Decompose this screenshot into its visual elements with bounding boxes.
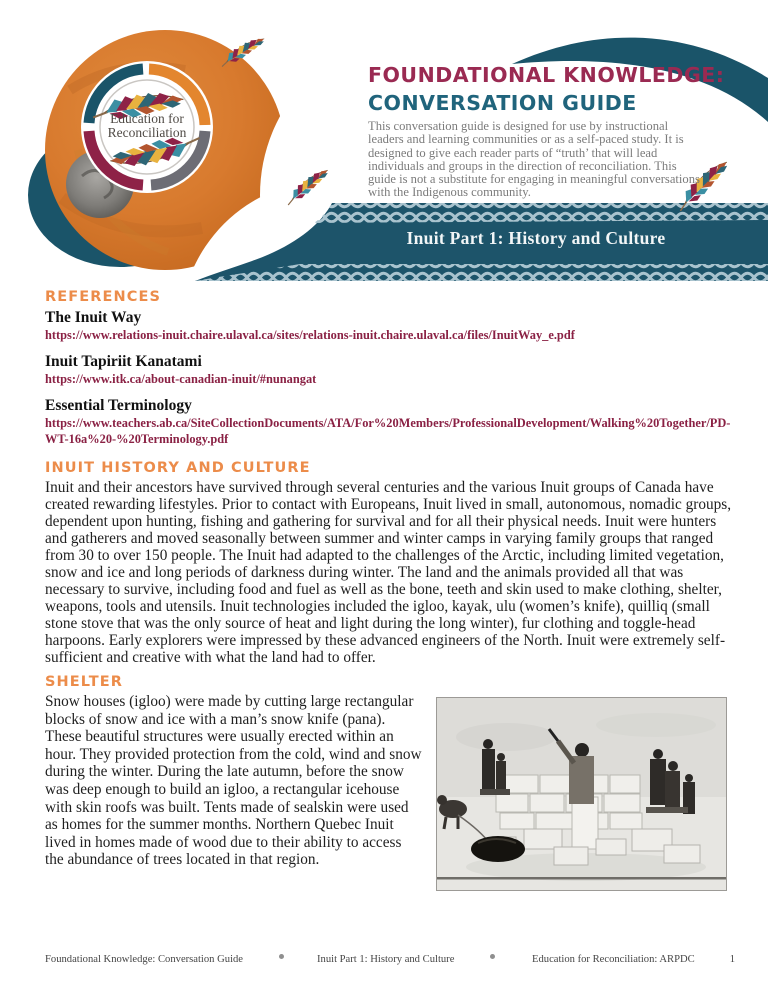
header <box>0 0 768 290</box>
footer-part-title: Inuit Part 1: History and Culture <box>317 954 455 965</box>
footer-doc-title: Foundational Knowledge: Conversation Guide <box>45 954 244 965</box>
reference-url-link[interactable]: https://www.relations-inuit.chaire.ulaval.ca/sites/relations-inuit.chaire.ulaval.ca/files/InuitWay_e.pdf <box>45 328 575 342</box>
intro-paragraph: This conversation guide is designed for use by instructional leaders and learning communities or as a self-paced study. It is designed to give each reader parts of “truth’ that will lead individuals and groups in the direction of reconciliation. This guide is not a substitute for engaging in meaningful conversations with the Indigenous community. <box>368 119 700 200</box>
page-title <box>368 63 724 115</box>
title-line2: CONVERSATION GUIDE <box>368 91 637 115</box>
history-section <box>45 460 735 666</box>
reference-title: Essential Terminology <box>45 397 192 414</box>
bullet-icon <box>279 954 284 959</box>
igloo-photo-image <box>436 697 727 891</box>
page-number: 1 <box>729 954 735 965</box>
reference-title: The Inuit Way <box>45 309 142 326</box>
logo-text-line1: Education for <box>110 111 184 126</box>
reference-title: Inuit Tapiriit Kanatami <box>45 353 202 370</box>
shelter-section <box>45 674 735 891</box>
igloo-photo <box>436 697 727 891</box>
references-section <box>45 289 735 447</box>
history-paragraph: Inuit and their ancestors have survived through several centuries and the various Inuit groups of Canada have created rewarding lifestyles. Prior to contact with Europeans, Inuit lived in small, autonomous, nomadic groups, dependent upon hunting, fishing and gathering for survival and for all their physical needs. Inuit were hunters and gatherers and moved seasonally between summer and winter camps in varying family groups that ranged from 30 to over 150 people. The Inuit had adapted to the challenges of the Arctic, including limited vegetation, snow and ice and long periods of darkness during winter. The land and the animals provided all that was necessary to survive, including food and fuel as well as the bone, teeth and skin used to make clothing, shelter, weapons, tools and utensils. Inuit technologies included the igloo, kayak, ulu (women’s knife), quilliq (small stone stove that was the only source of heat and light during the long winter), fur clothing and toggle-head harpoons. Early explorers were impressed by these advanced engineers of the North. Inuit were extremely self-sufficient and creative with what the land had to offer. <box>45 479 732 666</box>
title-line1: FOUNDATIONAL KNOWLEDGE: <box>368 63 725 87</box>
shelter-heading: SHELTER <box>45 674 123 690</box>
references-heading: REFERENCES <box>45 289 162 305</box>
banner-title: Inuit Part 1: History and Culture <box>406 228 666 248</box>
document-body <box>45 289 735 891</box>
reference-item <box>45 396 735 447</box>
page-footer <box>45 954 737 970</box>
footer-org-title: Education for Reconciliation: ARPDC <box>532 954 695 965</box>
logo <box>93 112 201 140</box>
reference-item <box>45 352 735 387</box>
reference-url-link[interactable]: https://www.itk.ca/about-canadian-inuit/#nunangat <box>45 372 317 386</box>
reference-url-link[interactable]: https://www.teachers.ab.ca/SiteCollectionDocuments/ATA/For%20Members/ProfessionalDevelopment/Walking%20Together/PD-WT-16a%20-%20Terminology.pdf <box>45 416 731 446</box>
reference-item <box>45 308 735 343</box>
history-heading: INUIT HISTORY AND CULTURE <box>45 460 311 476</box>
shelter-paragraph: Snow houses (igloo) were made by cutting large rectangular blocks of snow and ice with a man’s snow knife (pana). These beautiful structures were usually erected within an hour. They provided protection from the cold, wind and snow during the winter. During the late autumn, before the snow was deep enough to build an igloo, a rectangular icehouse with skin roofs was built. Tents made of sealskin were used as homes for the summer months. Northern Quebec Inuit lived in homes made of wood due to their ability to access the abundance of trees located in that region. <box>45 693 422 869</box>
bullet-icon <box>490 954 495 959</box>
logo-text-line2: Reconciliation <box>107 125 187 140</box>
